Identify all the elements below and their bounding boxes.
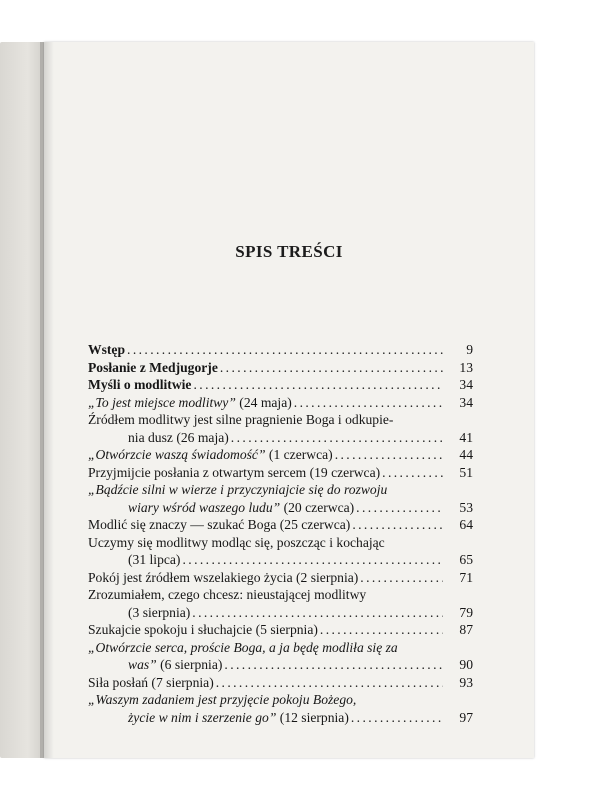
toc-page-number: 93: [459, 674, 473, 690]
dot-leader: [360, 569, 443, 587]
toc-entry: [88, 691, 473, 726]
dot-leader: [352, 516, 443, 534]
toc-entry-line-final: [88, 359, 473, 377]
toc-page-number: 34: [459, 394, 473, 410]
toc-page-number: 87: [459, 622, 473, 637]
toc-entry: [88, 674, 473, 692]
toc-page-number: 41: [459, 429, 473, 445]
toc-entry-text: Źródłem modlitwy jest silne pragnienie Boga i odkupie-: [88, 412, 394, 427]
toc-entry-line-final: [88, 709, 473, 727]
toc-entry-line-final: [88, 429, 473, 447]
toc-entry: [88, 534, 473, 569]
toc-entry-text: Szukajcie spokoju i słuchajcie (5 sierpnia): [88, 622, 318, 637]
toc-entry-line-final: [88, 394, 473, 412]
toc-entry: [88, 621, 473, 639]
toc-entry-text: „Otwórzcie waszą świadomość” (1 czerwca): [88, 447, 333, 462]
toc-entry-line: [88, 639, 473, 657]
toc-entry-line-final: [88, 499, 473, 517]
toc-entry: [88, 481, 473, 516]
toc-entry-line: [88, 411, 473, 429]
toc-entry: [88, 376, 473, 394]
dot-leader: [193, 376, 443, 394]
page-title: SPIS TREŚCI: [235, 242, 343, 261]
dot-leader: [294, 394, 443, 412]
toc-entry-text: „To jest miejsce modlitwy” (24 maja): [88, 394, 292, 410]
toc-entry-line-final: [88, 376, 473, 394]
toc-entry: [88, 394, 473, 412]
toc-entry-text: Zrozumiałem, czego chcesz: nieustającej modlitwy: [88, 587, 367, 602]
toc-entry: [88, 446, 473, 464]
toc-entry-text: Przyjmijcie posłania z otwartym sercem (19 czerwca): [88, 464, 381, 480]
toc-entry-line: [88, 691, 473, 709]
toc-entry-line-final: [88, 464, 473, 482]
toc-entry-line: [88, 586, 473, 604]
dot-leader: [356, 499, 443, 517]
toc-page-number: 34: [459, 377, 473, 392]
toc-entry-text: Uczymy się modlitwy modląc się, poszcząc i kochając: [88, 534, 385, 550]
toc-entry-line-final: [88, 621, 473, 639]
toc-page-number: 44: [459, 447, 473, 462]
toc-entry-line-final: [88, 604, 473, 622]
toc-entry-line-final: [88, 446, 473, 464]
toc-entry-line: [88, 534, 473, 552]
toc-entry: [88, 411, 473, 446]
toc-page-number: 53: [459, 499, 473, 515]
dot-leader: [192, 604, 443, 622]
dot-leader: [320, 621, 443, 639]
toc-entry: [88, 569, 473, 587]
toc-page-number: 71: [459, 569, 473, 585]
toc-page-number: 51: [459, 464, 473, 480]
toc-entry: [88, 464, 473, 482]
toc-entry-text: nia dusz (26 maja): [128, 429, 229, 445]
toc-entry-line-final: [88, 656, 473, 674]
toc-entry-line-final: [88, 341, 473, 359]
dot-leader: [224, 656, 443, 674]
toc-page-number: 64: [459, 517, 473, 532]
toc-entry-text: Wstęp: [88, 342, 126, 357]
dot-leader: [182, 551, 443, 569]
toc-page-number: 79: [459, 604, 473, 620]
dot-leader: [127, 341, 443, 359]
toc-page-number: 9: [466, 342, 473, 357]
dot-leader: [216, 674, 443, 692]
toc-entry-text: (31 lipca): [128, 552, 181, 567]
toc-entry-line-final: [88, 569, 473, 587]
toc-page-number: 13: [459, 359, 473, 375]
toc-entry-text: Siła posłań (7 sierpnia): [88, 674, 214, 690]
toc-entry-text: Myśli o modlitwie: [88, 377, 192, 392]
toc-entry-text: wiary wśród waszego ludu” (20 czerwca): [128, 499, 355, 515]
dot-leader: [351, 709, 443, 727]
toc-entry-text: Posłanie z Medjugorje: [88, 359, 218, 375]
spine-shadow: [40, 42, 54, 758]
toc-entry-line-final: [88, 516, 473, 534]
dot-leader: [335, 446, 443, 464]
toc-entry-line-final: [88, 674, 473, 692]
dot-leader: [220, 359, 443, 377]
toc-entry-text: was” (6 sierpnia): [128, 657, 223, 672]
toc-entry: [88, 359, 473, 377]
toc-entry-text: „Waszym zadaniem jest przyjęcie pokoju Bożego,: [88, 692, 357, 707]
toc-entry: [88, 341, 473, 359]
toc-page-number: 90: [459, 657, 473, 672]
toc-entry-text: życie w nim i szerzenie go” (12 sierpnia): [128, 709, 349, 725]
table-of-contents: [88, 341, 473, 726]
toc-entry: [88, 586, 473, 621]
dot-leader: [231, 429, 443, 447]
toc-entry-text: „Bądźcie silni w wierze i przyczyniajcie się do rozwoju: [88, 482, 388, 497]
toc-page-number: 65: [459, 552, 473, 567]
toc-entry-line: [88, 481, 473, 499]
toc-entry: [88, 639, 473, 674]
toc-entry: [88, 516, 473, 534]
toc-entry-text: „Otwórzcie serca, proście Boga, a ja będę modliła się za: [88, 639, 398, 655]
toc-entry-line-final: [88, 551, 473, 569]
toc-entry-text: Pokój jest źródłem wszelakiego życia (2 sierpnia): [88, 569, 359, 585]
toc-page-number: 97: [459, 709, 473, 725]
toc-entry-text: (3 sierpnia): [128, 604, 191, 620]
dot-leader: [382, 464, 443, 482]
toc-entry-text: Modlić się znaczy — szukać Boga (25 czerwca): [88, 517, 351, 532]
